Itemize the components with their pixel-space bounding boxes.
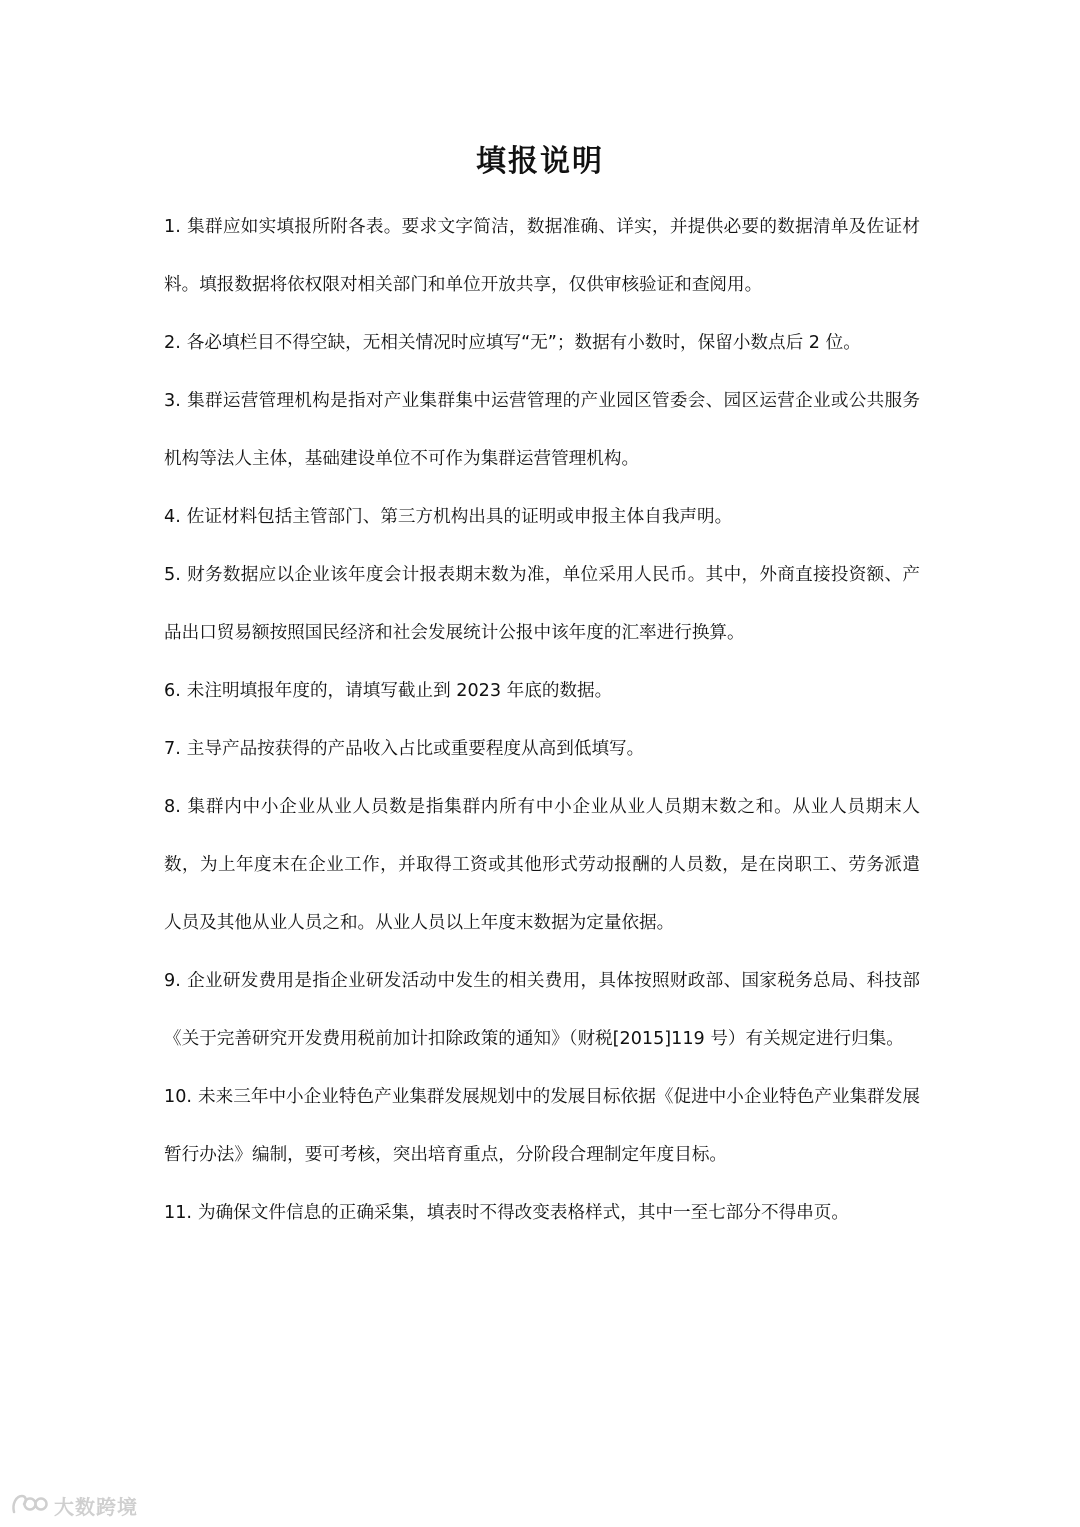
item-text: 为确保文件信息的正确采集，填表时不得改变表格样式，其中一至七部分不得串页。 bbox=[197, 1203, 849, 1223]
page-title: 填报说明 bbox=[476, 144, 604, 179]
instruction-item bbox=[164, 488, 920, 546]
instruction-item bbox=[164, 372, 920, 488]
item-number: 11. bbox=[164, 1203, 192, 1223]
item-text: 集群应如实填报所附各表。要求文字简洁，数据准确、详实，并提供必要的数据清单及佐证材料。填报数据将依权限对相关部门和单位开放共享，仅供审核验证和查阅用。 bbox=[164, 217, 920, 295]
instruction-item bbox=[164, 952, 920, 1068]
instruction-item bbox=[164, 314, 920, 372]
item-text: 未来三年中小企业特色产业集群发展规划中的发展目标依据《促进中小企业特色产业集群发展暂行办法》编制，要可考核，突出培育重点，分阶段合理制定年度目标。 bbox=[164, 1087, 920, 1165]
instruction-item bbox=[164, 778, 920, 952]
watermark-logo-icon bbox=[10, 1492, 48, 1518]
item-number: 8. bbox=[164, 797, 181, 817]
instruction-item bbox=[164, 662, 920, 720]
item-text: 各必填栏目不得空缺，无相关情况时应填写“无”；数据有小数时，保留小数点后 2 位。 bbox=[186, 333, 861, 353]
item-text: 企业研发费用是指企业研发活动中发生的相关费用，具体按照财政部、国家税务总局、科技部《关于完善研究开发费用税前加计扣除政策的通知》（财税[2015]119 号）有关规定进行归集。 bbox=[164, 971, 920, 1049]
watermark-text: 大数跨境 bbox=[54, 1494, 138, 1519]
instruction-list bbox=[164, 198, 920, 1242]
item-number: 2. bbox=[164, 333, 181, 353]
item-number: 9. bbox=[164, 971, 181, 991]
item-number: 7. bbox=[164, 739, 181, 759]
item-number: 1. bbox=[164, 217, 181, 237]
item-text: 佐证材料包括主管部门、第三方机构出具的证明或申报主体自我声明。 bbox=[186, 507, 733, 527]
item-number: 3. bbox=[164, 391, 181, 411]
item-text: 未注明填报年度的，请填写截止到 2023 年底的数据。 bbox=[186, 681, 613, 701]
item-number: 4. bbox=[164, 507, 181, 527]
item-number: 5. bbox=[164, 565, 181, 585]
instruction-item bbox=[164, 198, 920, 314]
instruction-item bbox=[164, 1184, 920, 1242]
instruction-item bbox=[164, 720, 920, 778]
item-number: 10. bbox=[164, 1087, 192, 1107]
watermark bbox=[10, 1490, 138, 1520]
item-text: 财务数据应以企业该年度会计报表期末数为准，单位采用人民币。其中，外商直接投资额、产品出口贸易额按照国民经济和社会发展统计公报中该年度的汇率进行换算。 bbox=[164, 565, 920, 643]
item-text: 主导产品按获得的产品收入占比或重要程度从高到低填写。 bbox=[186, 739, 645, 759]
item-number: 6. bbox=[164, 681, 181, 701]
instruction-item bbox=[164, 1068, 920, 1184]
item-text: 集群内中小企业从业人员数是指集群内所有中小企业从业人员期末数之和。从业人员期末人数，为上年度末在企业工作，并取得工资或其他形式劳动报酬的人员数，是在岗职工、劳务派遣人员及其他从业人员之和。从业人员以上年度末数据为定量依据。 bbox=[164, 797, 920, 933]
instruction-item bbox=[164, 546, 920, 662]
item-text: 集群运营管理机构是指对产业集群集中运营管理的产业园区管委会、园区运营企业或公共服务机构等法人主体，基础建设单位不可作为集群运营管理机构。 bbox=[164, 391, 920, 469]
